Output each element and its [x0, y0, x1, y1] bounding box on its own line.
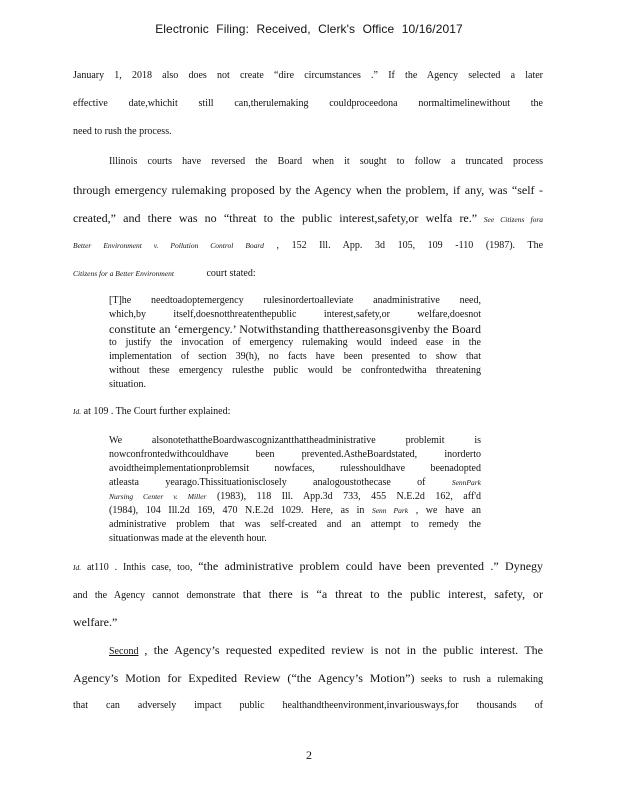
quote-line: situation.	[109, 379, 146, 390]
paragraph-5	[73, 636, 543, 720]
text-line	[73, 664, 543, 692]
text-line	[73, 580, 543, 608]
text-span: , the Agency’s requested expedited review is not in the public interest. The	[144, 643, 544, 657]
paragraph-4	[73, 552, 543, 636]
quote-line: constitute an ‘emergency.’ Notwithstanding thatthereasonsgivenby the Board	[109, 322, 481, 336]
text-span: (1983), 118 Ill. App.3d 733, 455 N.E.2d 162, aff'd	[216, 491, 482, 502]
quote-line: avoidtheimplementationproblemsit nowfaces, rulesshouldhave beenadopted	[109, 463, 481, 474]
case-citation: Id.	[73, 563, 82, 572]
quote-line: to justify the invocation of emergency rulemaking would indeed ease in the	[109, 337, 481, 348]
quote-line: nowconfrontedwithcouldhave been prevented.AstheBoardstated, inorderto	[109, 449, 481, 460]
text-span: at110 . Inthis case, too,	[86, 562, 193, 573]
text-span: , 152 Ill. App. 3d 105, 109 -110 (1987). The	[276, 240, 544, 251]
text-span: and the Agency cannot demonstrate	[73, 590, 236, 601]
text-line: welfare.”	[73, 615, 118, 629]
text-span: seeks to rush a rulemaking	[420, 674, 544, 685]
text-line	[73, 552, 543, 580]
text-line	[73, 260, 543, 288]
block-quote-1	[109, 294, 481, 392]
quote-line: implementation of section 39(h), no facts have been presented to show that	[109, 351, 481, 362]
text-line: effective date,whichit still can,therulemaking couldproceedona normaltimelinewithout the	[73, 98, 543, 109]
text-line: that can adversely impact public healthandtheenvironment,invariousways,for thousands of	[73, 700, 543, 711]
text-line: January 1, 2018 also does not create “dire circumstances .” If the Agency selected a later	[73, 70, 543, 81]
case-citation: Nursing Center v. Miller	[109, 492, 207, 501]
text-line	[73, 398, 543, 426]
text-line	[73, 204, 543, 232]
text-span: court stated:	[206, 268, 256, 279]
text-span: created,” and there was no “threat to the public interest,safety,or welfa re.”	[73, 211, 478, 225]
block-quote-2	[109, 434, 481, 546]
text-span: atleasta yearago.Thissituationisclosely analogoustothecase of	[109, 477, 426, 488]
quote-line: situationwas made at the eleventh hour.	[109, 533, 267, 544]
quote-line	[109, 476, 481, 490]
text-span: “the administrative problem could have been prevented .” Dynegy	[198, 559, 544, 573]
text-line	[73, 232, 543, 260]
text-line	[73, 636, 543, 664]
quote-line: administrative problem that was self-created and an attempt to remedy the	[109, 519, 481, 530]
filing-header: Electronic Filing: Received, Clerk's Office 10/16/2017	[155, 22, 463, 36]
case-citation: Id.	[73, 407, 82, 416]
quote-line: [T]he needtoadoptemergency rulesinordertoalleviate anadministrative need,	[109, 295, 481, 306]
case-citation: Senn Park	[371, 506, 409, 515]
text-span: , we have an	[415, 505, 481, 516]
case-citation: Better Environment v. Pollution Control Board	[73, 241, 264, 250]
page-number: 2	[306, 748, 312, 762]
text-line: through emergency rulemaking proposed by the Agency when the problem, if any, was “self -	[73, 183, 543, 197]
case-citation: See Citizens fora	[483, 215, 543, 224]
paragraph-2	[73, 148, 543, 288]
quote-line	[109, 490, 481, 504]
text-line: need to rush the process.	[73, 126, 172, 137]
text-span: Agency’s Motion for Expedited Review (“the Agency’s Motion”)	[73, 671, 415, 685]
quote-line: We alsonotethattheBoardwascognizantthattheadministrative problemit is	[109, 435, 481, 446]
text-span: (1984), 104 Ill.2d 169, 470 N.E.2d 1029. Here, as in	[109, 505, 365, 516]
case-citation: SennPark	[451, 478, 482, 487]
paragraph-1	[73, 62, 543, 146]
text-line: Illinois courts have reversed the Board when it sought to follow a truncated process	[109, 156, 543, 167]
underlined-word: Second	[109, 646, 139, 657]
quote-line: without these emergency rulesthe public would be confrontedwitha threatening	[109, 365, 481, 376]
quote-line	[109, 504, 481, 518]
paragraph-3	[73, 398, 543, 426]
quote-line: which,by itself,doesnotthreatenthepublic interest,safety,or welfare,doesnot	[109, 309, 481, 320]
text-span: that there is “a threat to the public interest, safety, or	[242, 587, 544, 601]
text-span: at 109 . The Court further explained:	[83, 406, 231, 417]
case-citation: Citizens for a Better Environment	[73, 269, 174, 278]
